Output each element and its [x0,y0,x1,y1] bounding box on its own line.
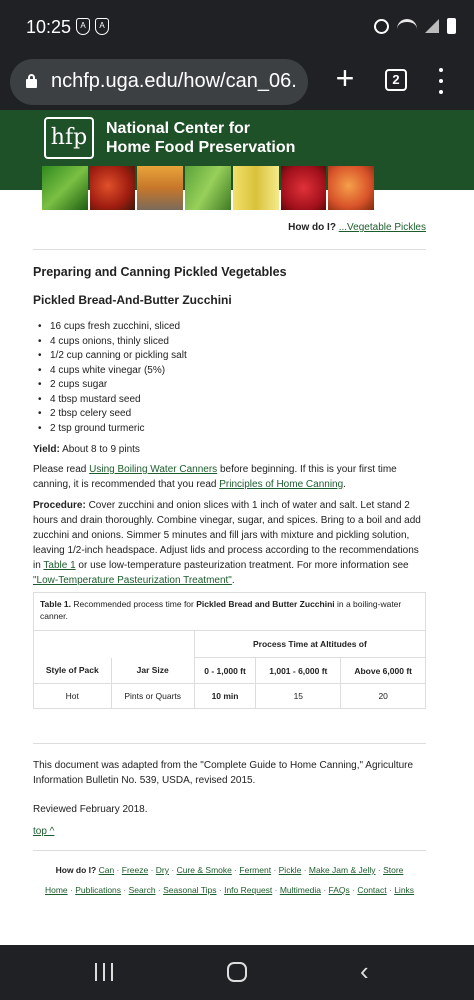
adapted-note: This document was adapted from the "Complete Guide to Home Canning," Agriculture Information Bulletin No. 539, USDA, revised 2015. [33,760,414,786]
footer-link[interactable]: Pickle [278,865,302,875]
footer-link[interactable]: Freeze [121,865,149,875]
system-nav-bar [0,945,474,1000]
table-row [34,684,426,709]
footer-link[interactable]: Can [98,865,115,875]
address-bar[interactable] [10,59,308,105]
breadcrumb-link[interactable]: ...Vegetable Pickles [338,222,426,233]
footer-link[interactable]: Cure & Smoke [176,865,232,875]
shield-icon: A [95,18,109,35]
status-time: 10:25 [26,17,72,37]
wifi-icon [397,19,417,33]
alarm-icon [374,19,389,34]
footer-nav-site: Home · Publications · Search · Seasonal Tips · Info Request · Multimedia · FAQs · Contact · Links [44,885,415,895]
breadcrumb: How do I? ...Vegetable Pickles [288,222,426,233]
footer-link[interactable]: Search [128,885,156,895]
shield-icon: A [76,18,90,35]
ingredient-item: • 2 tbsp celery seed [50,407,187,422]
ingredient-item: • 4 cups onions, thinly sliced [50,335,187,350]
footer-link[interactable]: Contact [357,885,387,895]
new-tab-button[interactable]: + [335,60,355,96]
footer-link[interactable]: Multimedia [279,885,321,895]
footer-link[interactable]: Home [44,885,68,895]
fruit-image [137,166,183,210]
home-icon[interactable] [227,962,247,982]
browser-toolbar [0,56,474,110]
column-header: Above 6,000 ft [341,658,426,684]
top-link[interactable]: top ^ [33,826,55,837]
altitude-group-header: Process Time at Altitudes of [194,631,425,658]
corn-image [233,166,279,210]
footer-link[interactable]: Dry [155,865,170,875]
divider [33,850,426,851]
table-cell: Hot [34,684,112,709]
column-header: 1,001 - 6,000 ft [256,658,341,684]
tomatoes-image [90,166,136,210]
ingredient-item: • 2 cups sugar [50,378,187,393]
battery-icon [447,18,456,34]
table-cell: 20 [341,684,426,709]
lock-icon [26,74,37,88]
footer-nav-howdoi: How do I? Can · Freeze · Dry · Cure & Smoke · Ferment · Pickle · Make Jam & Jelly · Store [55,865,404,875]
ingredient-item: • 4 cups white vinegar (5%) [50,364,187,379]
ingredient-item: • 16 cups fresh zucchini, sliced [50,320,187,335]
okra-image [185,166,231,210]
column-header: Style of Pack [34,658,112,684]
boiling-water-canners-link[interactable]: Using Boiling Water Canners [89,464,218,475]
column-header: Jar Size [111,658,194,684]
process-time-table [33,592,426,709]
ingredient-item: • 1/2 cup canning or pickling salt [50,349,187,364]
procedure: Procedure: Cover zucchini and onion slices with 1 inch of water and salt. Let stand 2 hours and drain thoroughly. Combine vinegar, sugar, and spices. Bring to a boil and add zucchini and onions. Simmer 5 minutes and fill jars with mixture and pickling solution, leaving 1/2-inch headspace. Adjust lids and process according to the recommendations in Table 1 or use low-temperature pasteurization treatment. For more information see "Low-Temperature Pasteurization Treatment". [33,500,421,586]
peaches-image [328,166,374,210]
recipe-title: Pickled Bread-And-Butter Zucchini [33,293,232,307]
divider [33,743,426,744]
footer-link[interactable]: Links [394,885,415,895]
footer-link[interactable]: FAQs [328,885,350,895]
produce-banner [42,166,374,210]
tab-switcher-button[interactable]: 2 [385,69,407,91]
table-cell: 10 min [194,684,256,709]
overflow-menu-icon[interactable] [436,68,446,94]
principles-link[interactable]: Principles of Home Canning [219,479,344,490]
table-cell: 15 [256,684,341,709]
ingredient-item: • 4 tbsp mustard seed [50,393,187,408]
footer-link[interactable]: Make Jam & Jelly [308,865,376,875]
reviewed-date: Reviewed February 2018. [33,804,148,815]
read-first-note: Please read Using Boiling Water Canners before beginning. If this is your first time canning, it is recommended that you read Principles of Home Canning. [33,464,397,490]
pasteurization-link[interactable]: "Low-Temperature Pasteurization Treatment" [33,575,232,586]
footer-link[interactable]: Info Request [224,885,273,895]
peppers-image [42,166,88,210]
column-header: 0 - 1,000 ft [194,658,256,684]
back-icon[interactable]: ‹ [360,956,369,986]
footer-link[interactable]: Store [383,865,404,875]
table-1-link[interactable]: Table 1 [43,560,76,571]
yield: Yield: About 8 to 9 pints [33,444,140,455]
ingredient-list [50,320,187,436]
site-name: National Center for Home Food Preservation [106,120,296,156]
site-logo[interactable]: hfp [44,117,94,159]
footer-link[interactable]: Publications [75,885,122,895]
footer-link[interactable]: Seasonal Tips [163,885,217,895]
page-title: Preparing and Canning Pickled Vegetables [33,265,287,279]
table-caption: Table 1. Recommended process time for Pickled Bread and Butter Zucchini in a boiling-water canner. [34,593,426,631]
signal-icon [425,19,439,33]
recent-apps-icon[interactable] [95,963,113,981]
strawberries-image [281,166,327,210]
status-bar [0,0,474,56]
table-cell: Pints or Quarts [111,684,194,709]
footer-link[interactable]: Ferment [239,865,272,875]
divider [33,249,426,250]
ingredient-item: • 2 tsp ground turmeric [50,422,187,437]
url-text[interactable]: nchfp.uga.edu/how/can_06. [51,70,297,92]
